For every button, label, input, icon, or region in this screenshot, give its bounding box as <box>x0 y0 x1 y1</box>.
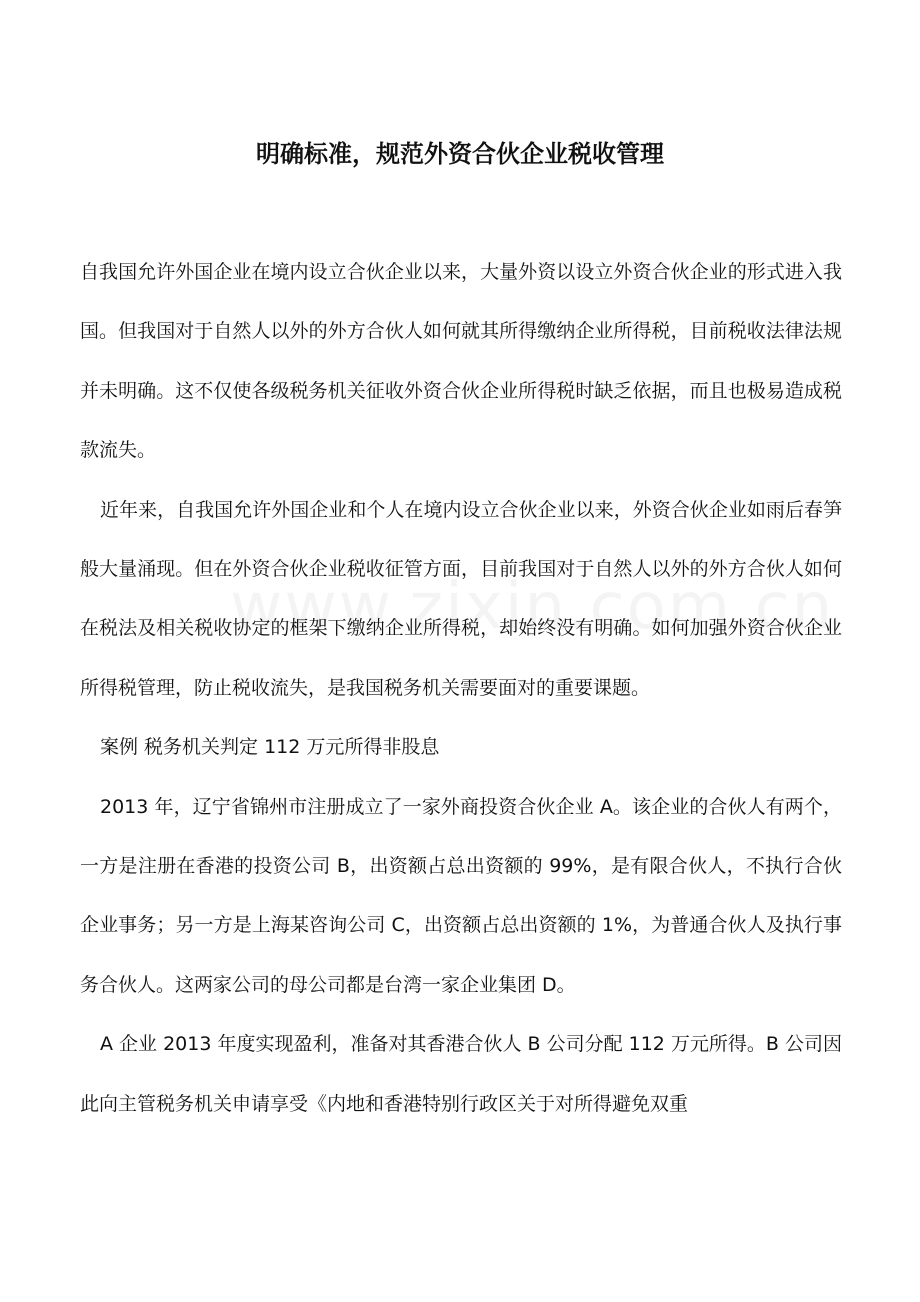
case-heading: 案例 税务机关判定 112 万元所得非股息 <box>100 736 440 759</box>
paragraph-background: 近年来，自我国允许外国企业和个人在境内设立合伙企业以来，外资合伙企业如雨后春笋般大量涌现。但在外资合伙企业税收征管方面，目前我国对于自然人以外的外方合伙人如何在税法及相关税收协定的框架下缴纳企业所得税，却始终没有明确。如何加强外资合伙企业所得税管理，防止税收流失，是我国税务机关需要面对的重要课题。 <box>80 498 842 699</box>
paragraph-case-setup: 2013 年，辽宁省锦州市注册成立了一家外商投资合伙企业 A。该企业的合伙人有两个，一方是注册在香港的投资公司 B，出资额占总出资额的 99%，是有限合伙人，不执行合伙企业事务；另一方是上海某咨询公司 C，出资额占总出资额的 1%，为普通合伙人及执行事务合伙人。这两家公司的母公司都是台湾一家企业集团 D。 <box>80 795 842 996</box>
document-title: 明确标准，规范外资合伙企业税收管理 <box>256 140 664 169</box>
document-body <box>80 243 842 1134</box>
paragraph-case-profit: A 企业 2013 年度实现盈利，准备对其香港合伙人 B 公司分配 112 万元所得。B 公司因此向主管税务机关申请享受《内地和香港特别行政区关于对所得避免双重 <box>80 1033 843 1115</box>
paragraph-intro: 自我国允许外国企业在境内设立合伙企业以来，大量外资以设立外资合伙企业的形式进入我国。但我国对于自然人以外的外方合伙人如何就其所得缴纳企业所得税，目前税收法律法规并未明确。这不仅使各级税务机关征收外资合伙企业所得税时缺乏依据，而且也极易造成税款流失。 <box>80 261 842 462</box>
